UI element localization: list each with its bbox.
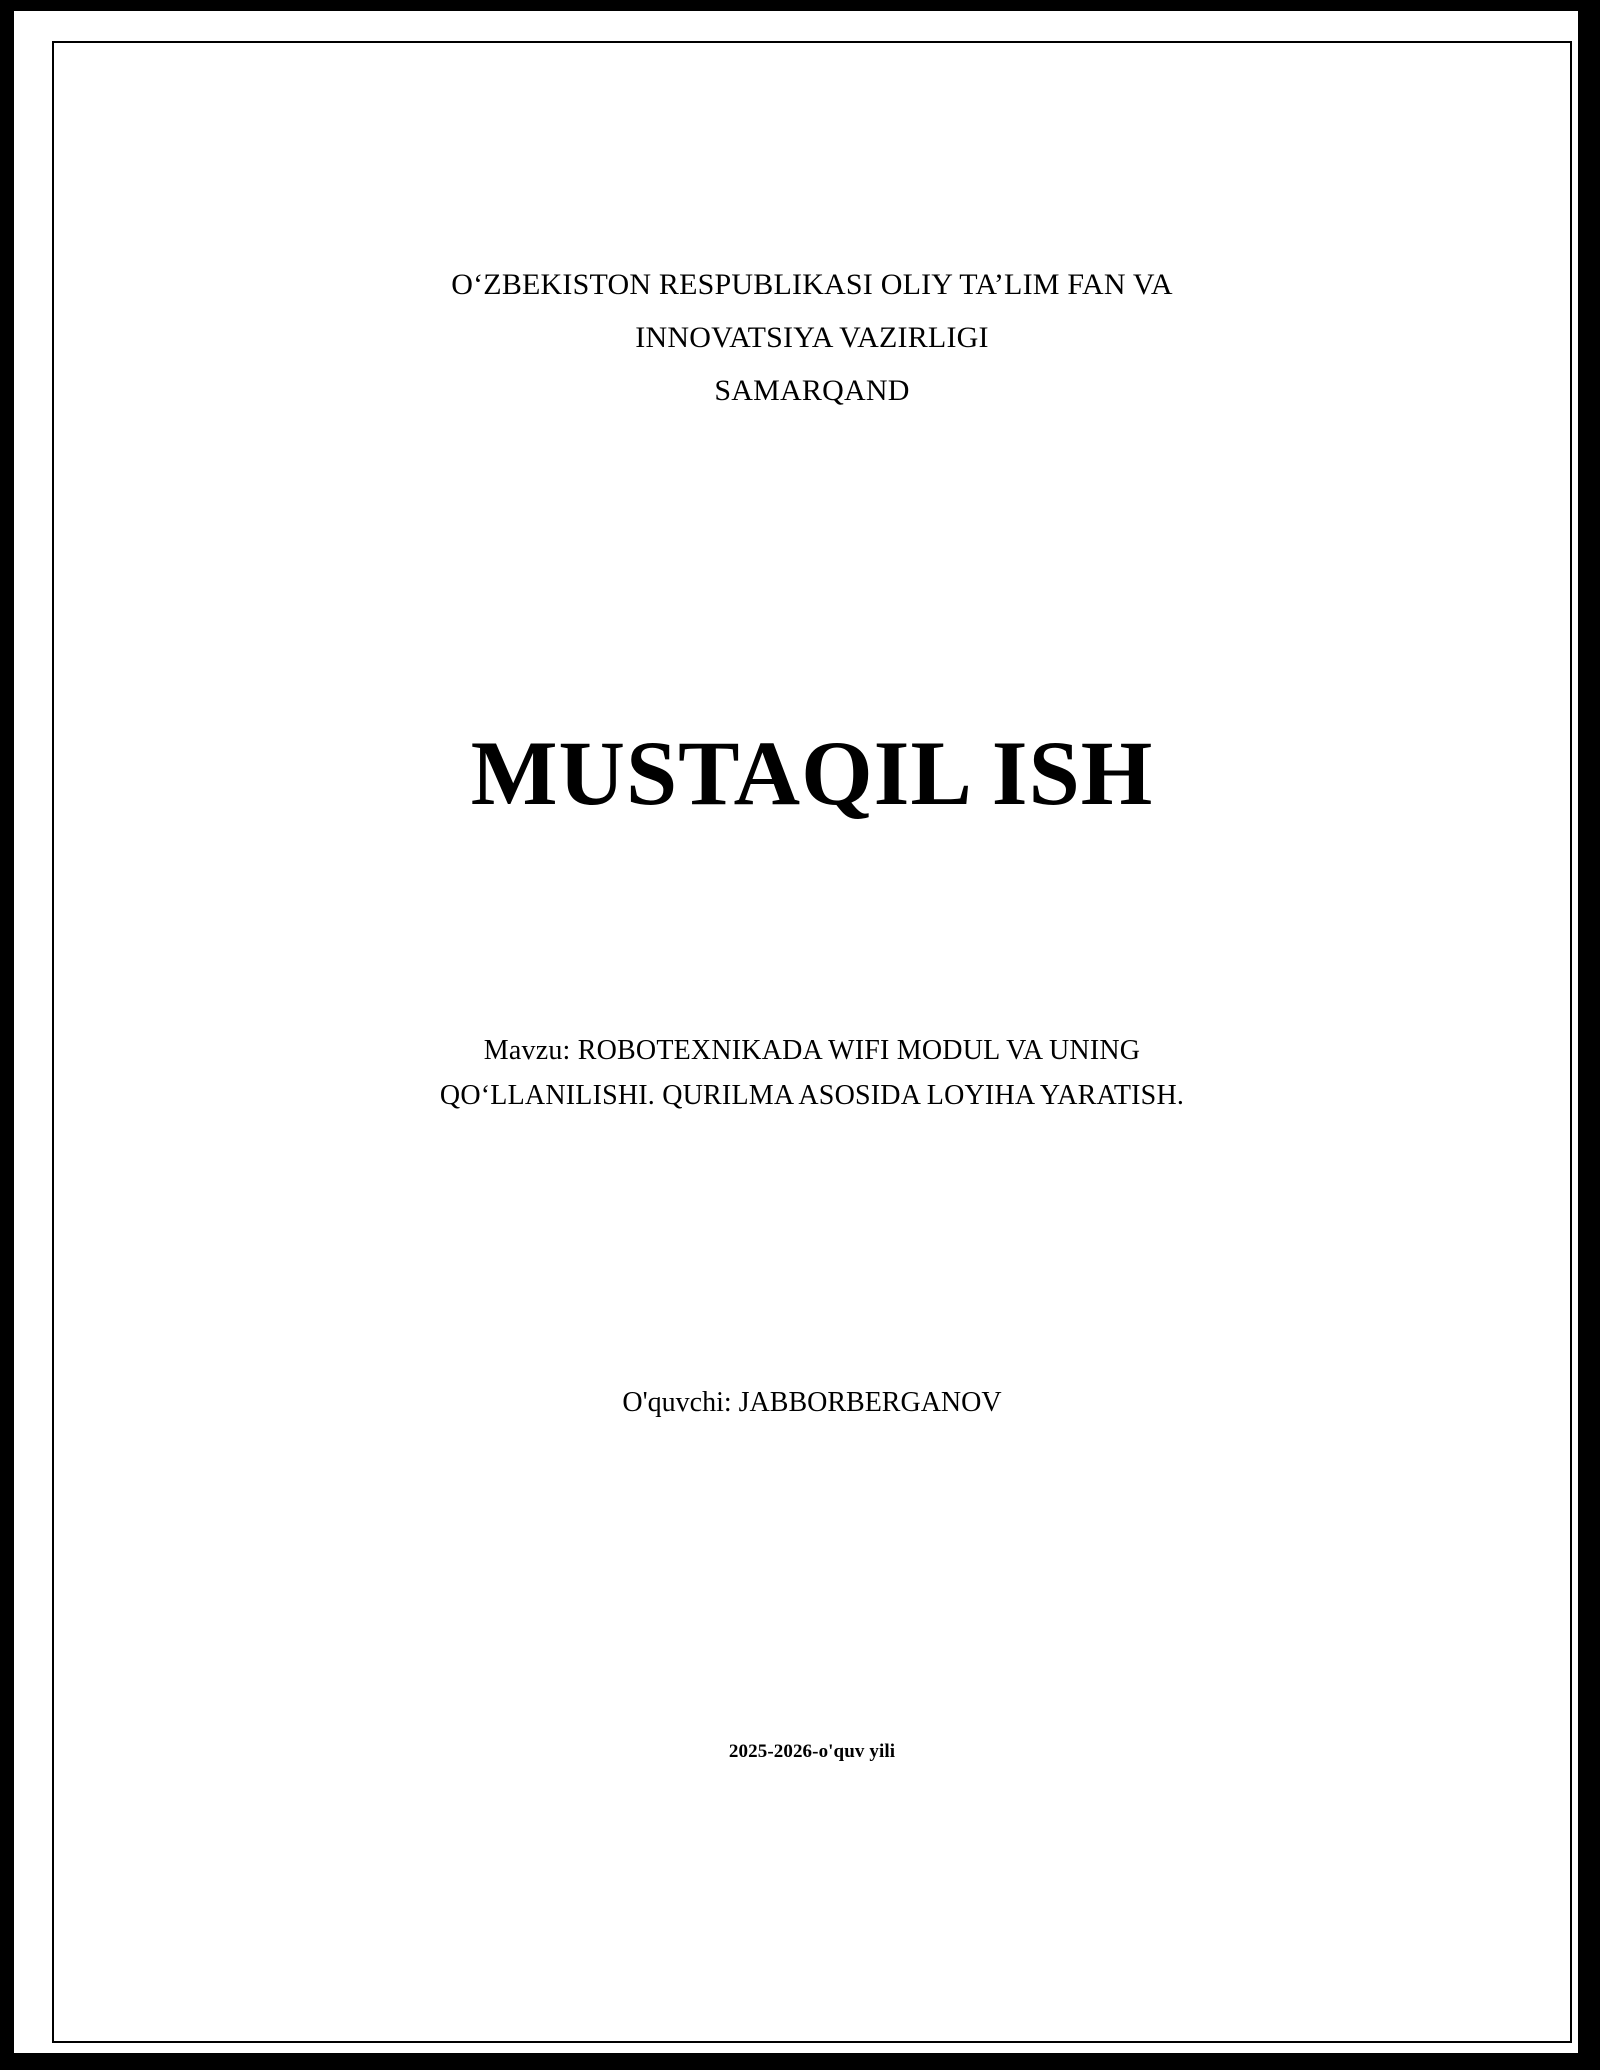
academic-year: 2025-2026-o'quv yili <box>728 1741 896 1762</box>
page-title: MUSTAQIL ISH <box>470 722 1154 824</box>
subject-topic <box>252 1028 1372 1118</box>
title-page-content <box>54 43 1570 2041</box>
subject-topic-line-2: QO‘LLANILISHI. QURILMA ASOSIDA LOYIHA YARATISH. <box>439 1080 1185 1111</box>
ministry-header-line-2: INNOVATSIYA VAZIRLIGI <box>635 321 989 354</box>
ministry-header-line-3: SAMARQAND <box>714 374 910 407</box>
subject-topic-line-1: Mavzu: ROBOTEXNIKADA WIFI MODUL VA UNING <box>483 1035 1141 1066</box>
student-name: O'quvchi: JABBORBERGANOV <box>622 1387 1002 1418</box>
page-border <box>52 41 1572 2043</box>
ministry-header <box>222 258 1402 417</box>
ministry-header-line-1: O‘ZBEKISTON RESPUBLIKASI OLIY TA’LIM FAN VA <box>451 268 1173 301</box>
document-page <box>14 11 1578 2053</box>
